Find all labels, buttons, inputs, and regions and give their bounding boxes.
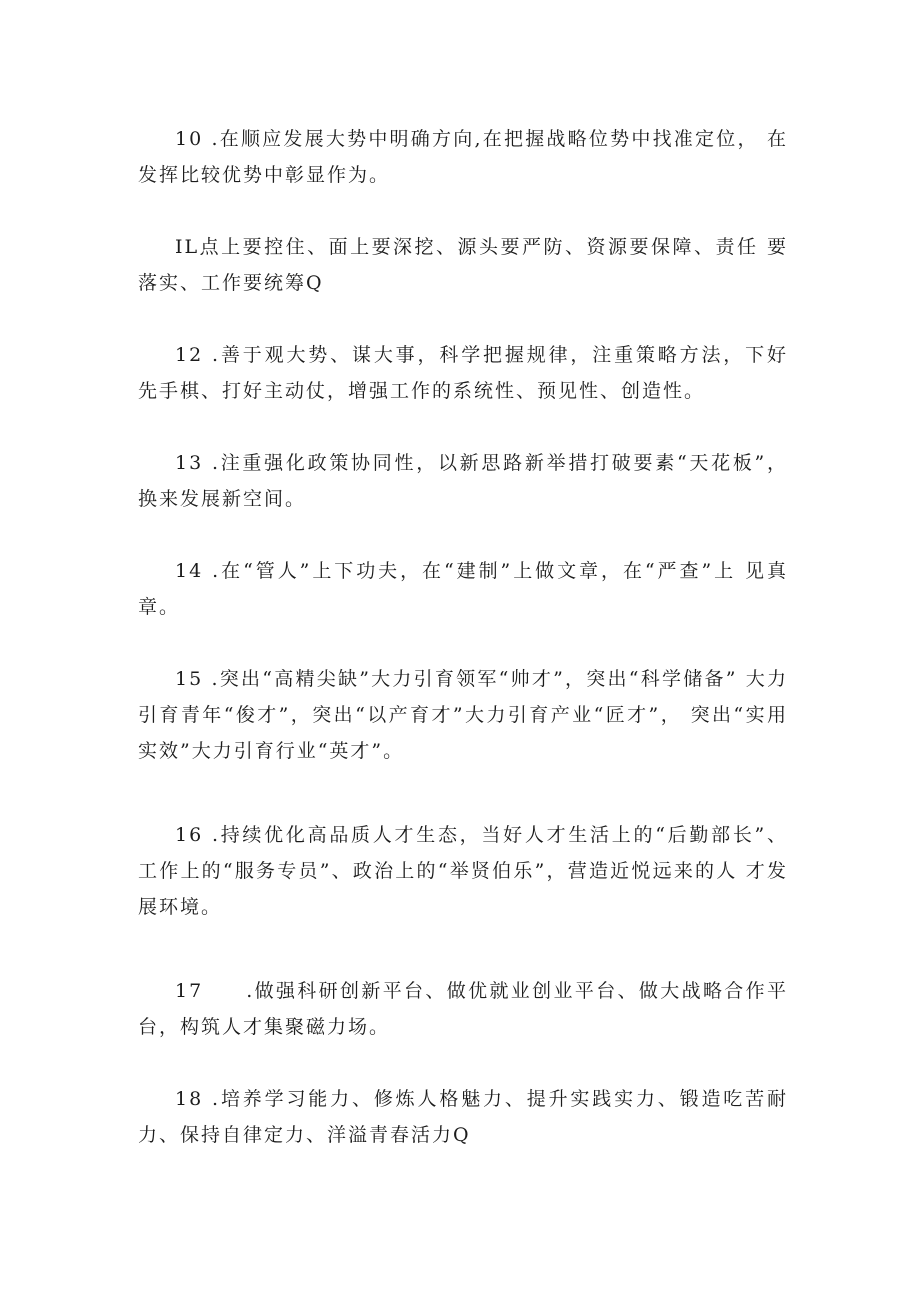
paragraph-18: 18 .培养学习能力、修炼人格魅力、提升实践实力、锻造吃苦耐 力、保持自律定力、洋溢青春活力Q xyxy=(138,1088,810,1146)
paragraph-10: 10 .在顺应发展大势中明确方向,在把握战略位势中找准定位， 在发挥比较优势中彰显作为。 xyxy=(138,128,788,186)
paragraph-14: 14 .在“管人”上下功夫，在“建制”上做文章，在“严查”上 见真章。 xyxy=(138,560,788,618)
paragraph-16: 16 .持续优化高品质人才生态，当好人才生活上的“后勤部长”、 工作上的“服务专员”、政治上的“举贤伯乐”，营造近悦远来的人 才发展环境。 xyxy=(138,824,788,918)
paragraph-12: 12 .善于观大势、谋大事，科学把握规律，注重策略方法，下好 先手棋、打好主动仗，增强工作的系统性、预见性、创造性。 xyxy=(138,344,788,402)
paragraph-17: 17 .做强科研创新平台、做优就业创业平台、做大战略合作平台，构筑人才集聚磁力场。 xyxy=(138,980,788,1038)
paragraph-15: 15 .突出“高精尖缺”大力引育领军“帅才”，突出“科学储备” 大力引育青年“俊才”，突出“以产育才”大力引育产业“匠才”， 突出“实用实效”大力引育行业“英才”。 xyxy=(138,668,788,762)
paragraph-11: IL点上要控住、面上要深挖、源头要严防、资源要保障、责任 要落实、工作要统筹Q xyxy=(138,236,788,294)
paragraph-13: 13 .注重强化政策协同性，以新思路新举措打破要素“天花板”， 换来发展新空间。 xyxy=(138,452,788,510)
